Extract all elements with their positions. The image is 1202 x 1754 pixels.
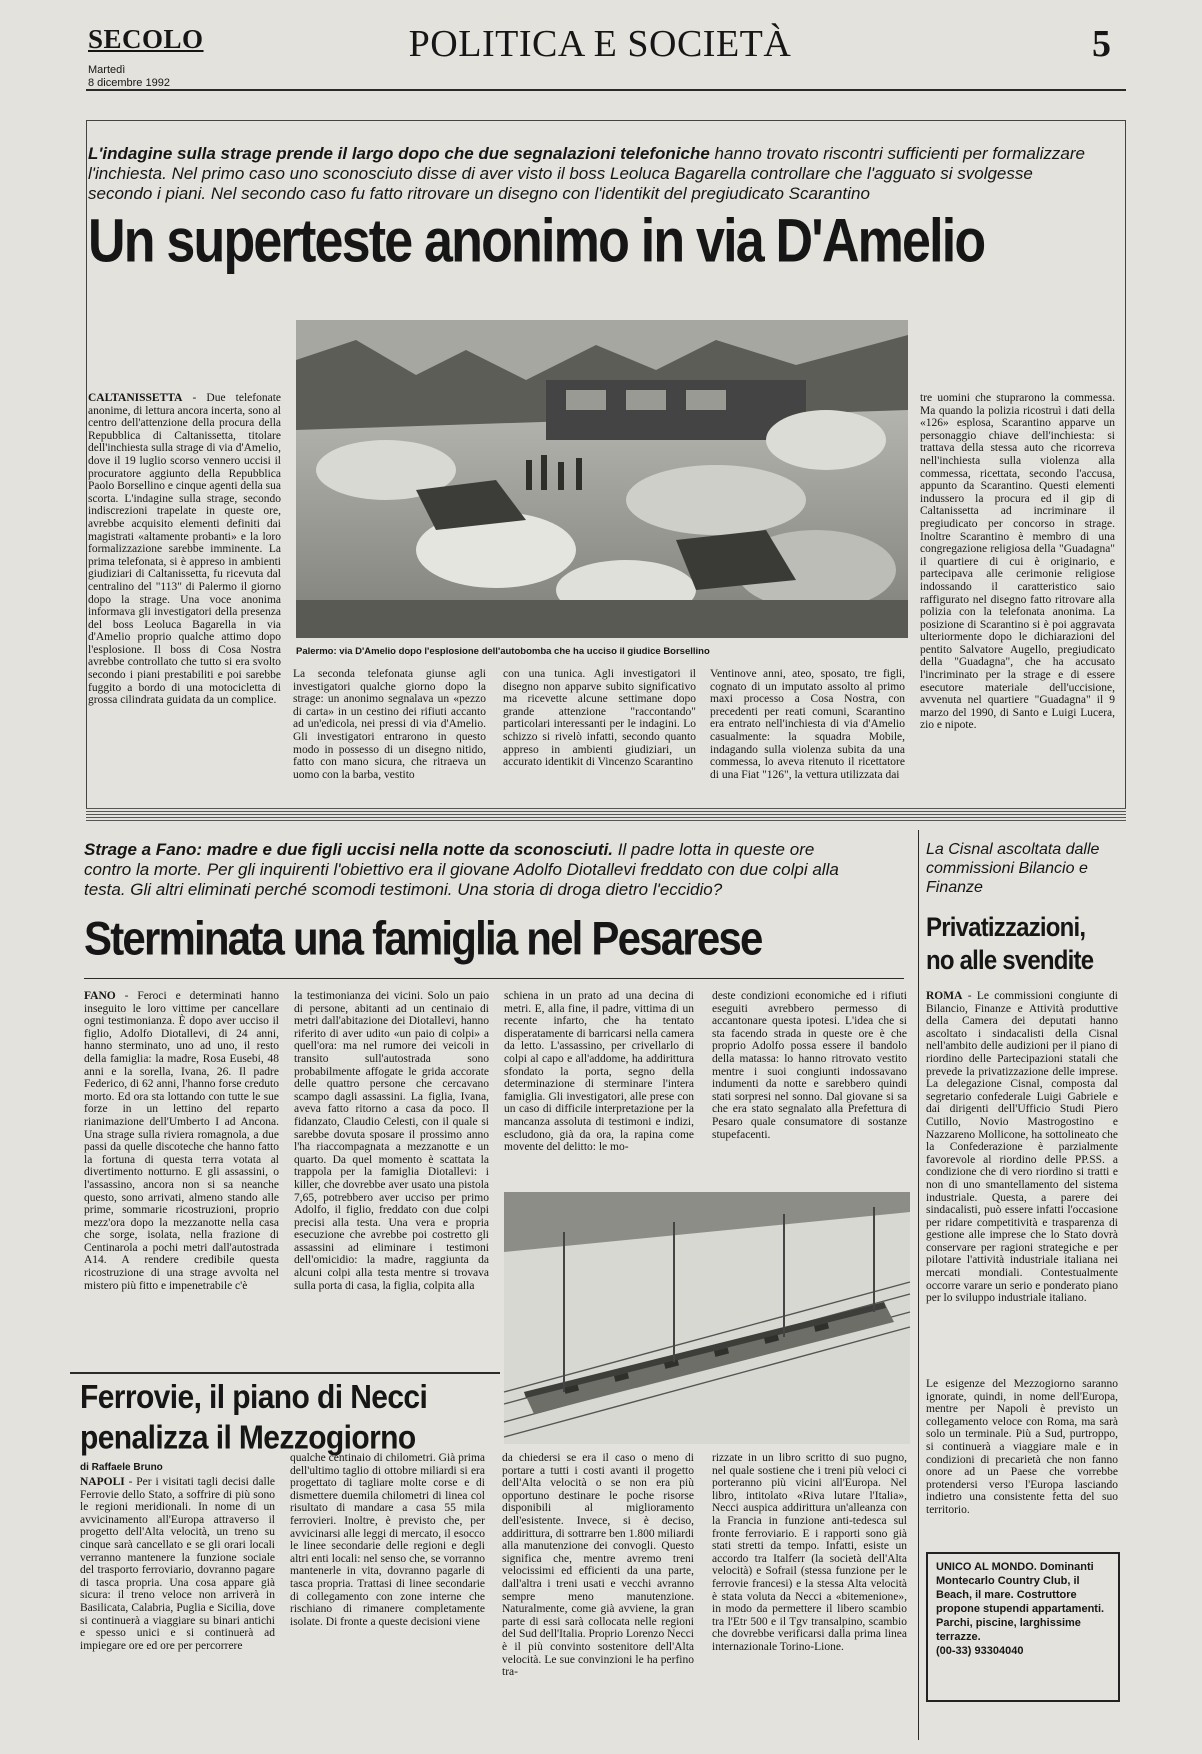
article1-kicker [88, 144, 1088, 204]
article1-photo [296, 320, 908, 638]
sidebar-divider [918, 830, 919, 1740]
section-divider [86, 808, 1126, 822]
article2-rule [84, 978, 904, 979]
article1-column-3: con una tunica. Agli investigatori il disegno non apparve subito significativo ma ricevette alcune settimane dopo grande attenzione "raccontando" particolari interessanti per le indagini. Lo schizzo si rivelò infatti, secondo quanto appreso in ambienti giudiziari, un accurato identikit di Vincenzo Scarantino [503, 668, 696, 769]
article2-kicker [84, 840, 864, 900]
ad-phone: (00-33) 93304040 [936, 1645, 1024, 1657]
sidebar-headline-line1: Privatizzazioni, [926, 913, 1086, 943]
page-number: 5 [1092, 23, 1111, 65]
ad-text: UNICO AL MONDO. Dominanti Montecarlo Country Club, il Beach, il mare. Costruttore propone stupendi appartamenti. Parchi, piscine, larghissime terrazze. [936, 1561, 1105, 1643]
article1-column-5: tre uomini che stuprarono la commessa. Ma quando la polizia ricostruì i dati della «126» esplosa, Scarantino apparve un personaggio chiave dell'inchiesta: si trattava della stessa auto che ricorreva nell'inchiesta sulla violenza alla commessa, ricettata, secondo l'accusa, appunto da Scarantino. Questi elementi indussero la procura ed il gip di Caltanissetta ad incriminare il pregiudicato per concorso in strage. Inoltre Scarantino è membro di una congregazione religiosa della "Guadagna" il quartiere di cui è originario, e partecipava alle cerimonie religiose indossando il caratteristico saio raffigurato nel disegno fatto ritrovare alla polizia con la telefonata anonima. La posizione di Scarantino si è poi aggravata ulteriormente dopo le dichiarazioni del pentito Salvatore Augello, pregiudicato della "Guadagna", che ha accusato l'incriminato per la strage e di essere esecutore materiale dell'uccisione, avvenuta nel quartiere "Guadagna" il 9 marzo del 1990, di Santo e Luigi Lucera, zio e nipote. [920, 392, 1115, 732]
article1-col1-text: - Due telefonate anonime, di lettura ancora incerta, sono al centro dell'attenzione della procura della Repubblica di Caltanissetta, titolare dell'inchiesta sulla strage di via d'Amelio, dove il 19 luglio scorso vennero uccisi il procuratore aggiunto della Repubblica Paolo Borsellino e cinque agenti della sua scorta. L'indagine sulla strage, secondo indiscrezioni trapelate in queste ore, avrebbe acquisito elementi definiti dai magistrati «altamente probanti» e la loro formalizzazione sarebbe imminente. La prima telefonata, si è appreso in ambienti giudiziari di Caltanissetta, fu ricevuta dal centralino del "113" di Palermo il giorno dopo la strage. Una voce anonima informava gli investigatori della presenza del boss Leoluca Bagarella in via d'Amelio proprio qualche attimo dopo l'esplosione. Il boss di Cosa Nostra avrebbe controllato che tutto si era svolto secondo i piani prestabiliti e poi sarebbe fuggito a bordo di una motocicletta di grossa cilindrata guidata da un complice. [88, 392, 281, 707]
sidebar-column [926, 990, 1118, 1362]
sidebar-kicker: La Cisnal ascoltata dalle commissioni Bilancio e Finanze [926, 841, 1100, 896]
article2-dateline: FANO [84, 990, 116, 1002]
article2-column-1 [84, 990, 279, 1352]
classified-ad [926, 1552, 1120, 1702]
article2-column-4: deste condizioni economiche ed i rifiuti eseguiti avrebbero permesso di accantonare questa ipotesi. L'idea che si sta facendo strada in queste ore è che proprio Adolfo possa essere il bandolo della matassa: lo hanno ritrovato vestito mentre i suoi congiunti indossavano indumenti da notte e sarebbero quindi stati sorpresi nel sonno. Dal giovane si sa che era stato segnalato alla Prefettura di Pesaro quale consumatore di sostanze stupefacenti. [712, 990, 907, 1141]
article3-headline [80, 1378, 427, 1459]
masthead-full-date: 8 dicembre 1992 [88, 77, 170, 89]
article2-column-2: la testimonianza dei vicini. Solo un paio di persone, abitanti ad un centinaio di metri dall'abitazione dei Diotallevi, hanno riferito di aver udito «un paio di colpi» a quell'ora: ma nel rumore dei veicoli in transito sull'autostrada sono probabilmente affogate le grida accorate delle quattro persone che cercavano scampo dagli assassini. La figlia, Ivana, aveva fatto ritorno a casa da poco. Il fidanzato, Claudio Celesti, con il quale si sarebbe dovuta sposare il prossimo anno l'ha riaccompagnata a mezzanotte e un quarto. Da quel momento è scattata la trappola per la famiglia Diotallevi: i killer, che dovrebbe aver usato una pistola 7,65, potrebbero aver ucciso per primo Adolfo, il figlio, freddato con due colpi precisi alla testa. Una vera e propria esecuzione che avrebbe poi costretto gli assassini ad eliminare i testimoni dell'omicidio: la madre, raggiunta da alcuni colpi alla testa mentre si trovava sulla porta di casa, la figlia, colpita alla [294, 990, 489, 1292]
article1-kicker-bold: L'indagine sulla strage prende il largo dopo che due segnalazioni telefoniche [88, 144, 710, 163]
article1-column-4: Ventinove anni, ateo, sposato, tre figli, cognato di un imputato assolto al primo maxi processo a Cosa Nostra, con precedenti per reati comuni, Scarantino era entrato nell'inchiesta di via d'Amelio casualmente: la squadra Mobile, indagando sulla violenza subita da una commessa, lo aveva ritenuto il ricettatore di una Fiat "126", la vettura utilizzata dai [710, 668, 905, 781]
section-title: POLITICA E SOCIETÀ [408, 23, 792, 65]
sidebar-col-text: - Le commissioni congiunte di Bilancio, Finanze e Attività produttive della Camera dei deputati hanno ascoltato i sindacalisti della Cisnal nell'ambito delle audizioni per il piano di riordino delle Partecipazioni statali che prevede la privatizzazione delle imprese. La delegazione Cisnal, composta dal segretario confederale Luigi Gabriele e dai dirigenti dell'Ufficio Studi Piero Cutillo, Novio Mastrogostino e Nazzareno Mollicone, ha sottolineato che la Confederazione è parzialmente favorevole al riordino delle PP.SS. a condizione che di vero riordino si tratti e non di uno smantellamento del sistema industriale. Questa, a parere dei sindacalisti, può essere infatti l'occasione per ridare competitività e trasparenza di gestione alle imprese che lo Stato dovrà conservare per ragioni strategiche e per pilotare l'attività industriale italiana nei mercati mondiali. Contestualmente occorre varare un serio e ponderato piano per lo sviluppo industriale italiano. [926, 990, 1118, 1305]
masthead-name: SECOLO [88, 24, 204, 54]
article3-column-4: rizzate in un libro scritto di suo pugno, nel quale sostiene che i treni più veloci ci porteranno più vicini all'Europa. Nel libro, intitolato «Riva lutare l'Italia», Necci auspica addirittura un'alleanza con la Francia in funzione anti-tedesca sul fronte ferroviario. E i rapporti sono già stati stretti da tempo. Infatti, esiste un accordo tra Italferr (la società dell'Alta velocità) e Sofrail (stessa funzione per le ferrovie francesi) e la stessa Alta velocità è stata voluta da Necci a «bitemenione», in modo da permettere il libero scambio tra l'Etr 500 e il Tgv transalpino, scambio che dovrebbe verificarsi dalla prima linea internazionale Torino-Lione. [712, 1452, 907, 1653]
masthead-day: Martedì [88, 64, 126, 76]
article3-column-3: da chiedersi se era il caso o meno di portare a tutti i costi avanti il progetto dell'Alta velocità o se non era più opportuno destinare le poche risorse disponibili al miglioramento dell'esistente. Invece, si è deciso, addirittura, di sottrarre ben 1.800 miliardi alla manutenzione dei convogli. Questo significa che, mentre avremo treni velocissimi ed efficienti da una parte, dall'altra i treni usati e vecchi avranno sempre meno manutenzione. Naturalmente, come già avviene, la gran parte di essi sarà collocata nelle regioni del Sud dell'Italia. Proprio Lorenzo Necci è il più convinto sostenitore dell'Alta velocità. Le sue convinzioni le ha perfino tra- [502, 1452, 694, 1679]
street-wreckage-image [296, 320, 908, 638]
masthead-rule [86, 89, 1126, 91]
article1-headline: Un superteste anonimo in via D'Amelio [88, 207, 985, 276]
article3-rule [70, 1372, 500, 1374]
train-image [504, 1192, 910, 1444]
article1-dateline: CALTANISSETTA [88, 392, 183, 404]
article3-headline-line1: Ferrovie, il piano di Necci [80, 1379, 428, 1417]
sidebar-headline-line2: no alle svendite [926, 946, 1094, 976]
article2-photo [504, 1192, 910, 1444]
article3-column-5: Le esigenze del Mezzogiorno saranno ignorate, quindi, in nome dell'Europa, mentre per Napoli è previsto un collegamento veloce con Roma, ma sarà solo un terminale. Più a Sud, purtroppo, si continuerà a viaggiare male e in condizioni di precarietà che non fanno onore ad un Paese che vorrebbe protendersi verso l'Europa lasciando indietro una consistente fetta del suo territorio. [926, 1378, 1118, 1516]
sidebar-dateline: ROMA [926, 990, 963, 1002]
article3-dateline: NAPOLI [80, 1476, 125, 1488]
article3-column-1 [80, 1476, 275, 1732]
article1-column-2: La seconda telefonata giunse agli investigatori qualche giorno dopo la strage: un anonimo segnalava un «pezzo di carta» in un cestino dei rifiuti accanto ad un'edicola, nei pressi di via d'Amelio. Gli investigatori entrarono in questo modo in possesso di un disegno nitido, fatto con mano sicura, che ritraeva un uomo con la barba, vestito [293, 668, 486, 781]
article3-headline-line2: penalizza il Mezzogiorno [80, 1419, 416, 1457]
article3-column-2: qualche centinaio di chilometri. Già prima dell'ultimo taglio di ottobre miliardi si era progettato di tagliare molte corse e di dismettere duemila chilometri di linea col risultato di mandare a casa 55 mila ferrovieri. Inoltre, è previsto che, per avvicinarsi alle leggi di mercato, il esocco le linee secondarie delle regioni e degli altri enti locali: nel senso che, se vorranno mantenerle in vita, dovranno pagarle di tasca propria. Trattasi di linee secondarie di collegamento con zone interne che rischiano di rimanere completamente isolate. Di fronte a queste decisioni viene [290, 1452, 485, 1628]
article2-kicker-rest: Il padre lotta in queste ore contro la morte. Per gli inquirenti l'obiettivo era il giovane Adolfo Diotallevi freddato con due colpi alla testa. Gli altri eliminati perché scomodi testimoni. Una storia di droga dietro l'eccidio? [84, 840, 839, 899]
article2-col1-text: - Feroci e determinati hanno inseguito le loro vittime per cancellare ogni testimonianza. È dopo aver ucciso il figlio, Adolfo Diotallevi, di 24 anni, hanno sterminato, uno ad uno, il resto della famiglia: la madre, Rosa Eusebi, 48 anni e la sorella, Ivana, 26. Il padre Federico, di 62 anni, l'hanno forse creduto morto. Ed ora sta lottando con tutte le sue forze in un lettino del reparto rianimazione dell'Umberto I ad Ancona. Una strage sulla riviera romagnola, a due passi da quelle discoteche che hanno fatto la fortuna di questa terra votata al divertimento notturno. E gli assassini, o l'assassino, ancora non si sa neanche questo, sono arrivati, almeno stando alle prime, sommarie ricostruzioni, proprio mezz'ora dopo la mezzanotte nella casa che sorge, isolata, nella frazione di Centinarola a pochi metri dall'autostrada A14. A rendere credibile questa ricostruzione di una strage avvolta nel mistero più fitto e impenetrabile c'è [84, 990, 279, 1292]
article3-byline: di Raffaele Bruno [80, 1462, 163, 1473]
article1-kicker-rest: hanno trovato riscontri sufficienti per formalizzare l'inchiesta. Nel primo caso uno sconosciuto disse di aver visto il boss Leoluca Bagarella controllare che l'agguato si svolgesse secondo i piani. Nel secondo caso fu fatto ritrovare un disegno con l'identikit del pregiudicato Scarantino [88, 144, 1085, 203]
article2-headline: Sterminata una famiglia nel Pesarese [84, 912, 762, 965]
article1-photo-caption: Palermo: via D'Amelio dopo l'esplosione dell'autobomba che ha ucciso il giudice Borsellino [296, 646, 710, 657]
article2-kicker-bold: Strage a Fano: madre e due figli uccisi nella notte da sconosciuti. [84, 840, 614, 859]
masthead-date [88, 64, 170, 90]
article3-col1-text: - Per i visitati tagli decisi dalle Ferrovie dello Stato, a soffrire di più sono le regioni meridionali. In nome di un avvicinamento all'Europa attraverso il progetto dell'Alta velocità, un treno su cinque sarà cancellato e se gli orari locali verranno mantenere la funzione sociale del trasporto ferroviario, dovranno pagare di tasca propria. Una cosa appare già sicura: il treno veloce non arriverà in Basilicata, Calabria, Puglia e Sicilia, dove si continuerà a viaggiare su binari antichi e spesso unici e si continuerà ad impiegare ore ed ore per percorrere [80, 1476, 275, 1652]
article1-column-1 [88, 392, 281, 792]
article2-column-3: schiena in un prato ad una decina di metri. E, alla fine, il padre, vittima di un recente infarto, che ha tentato disperatamente di barricarsi nella camera da letto. L'assassino, per crivellarlo di colpi al capo e all'addome, ha addirittura sfondato la porta, segno della determinazione di sterminare l'intera famiglia. Gli investigatori, alle prese con un caso di difficile interpretazione per la mancanza assoluta di testimoni e indizi, escludono, già da ora, la rapina come movente del delitto: le mo- [504, 990, 694, 1154]
sidebar-headline [926, 912, 1126, 978]
